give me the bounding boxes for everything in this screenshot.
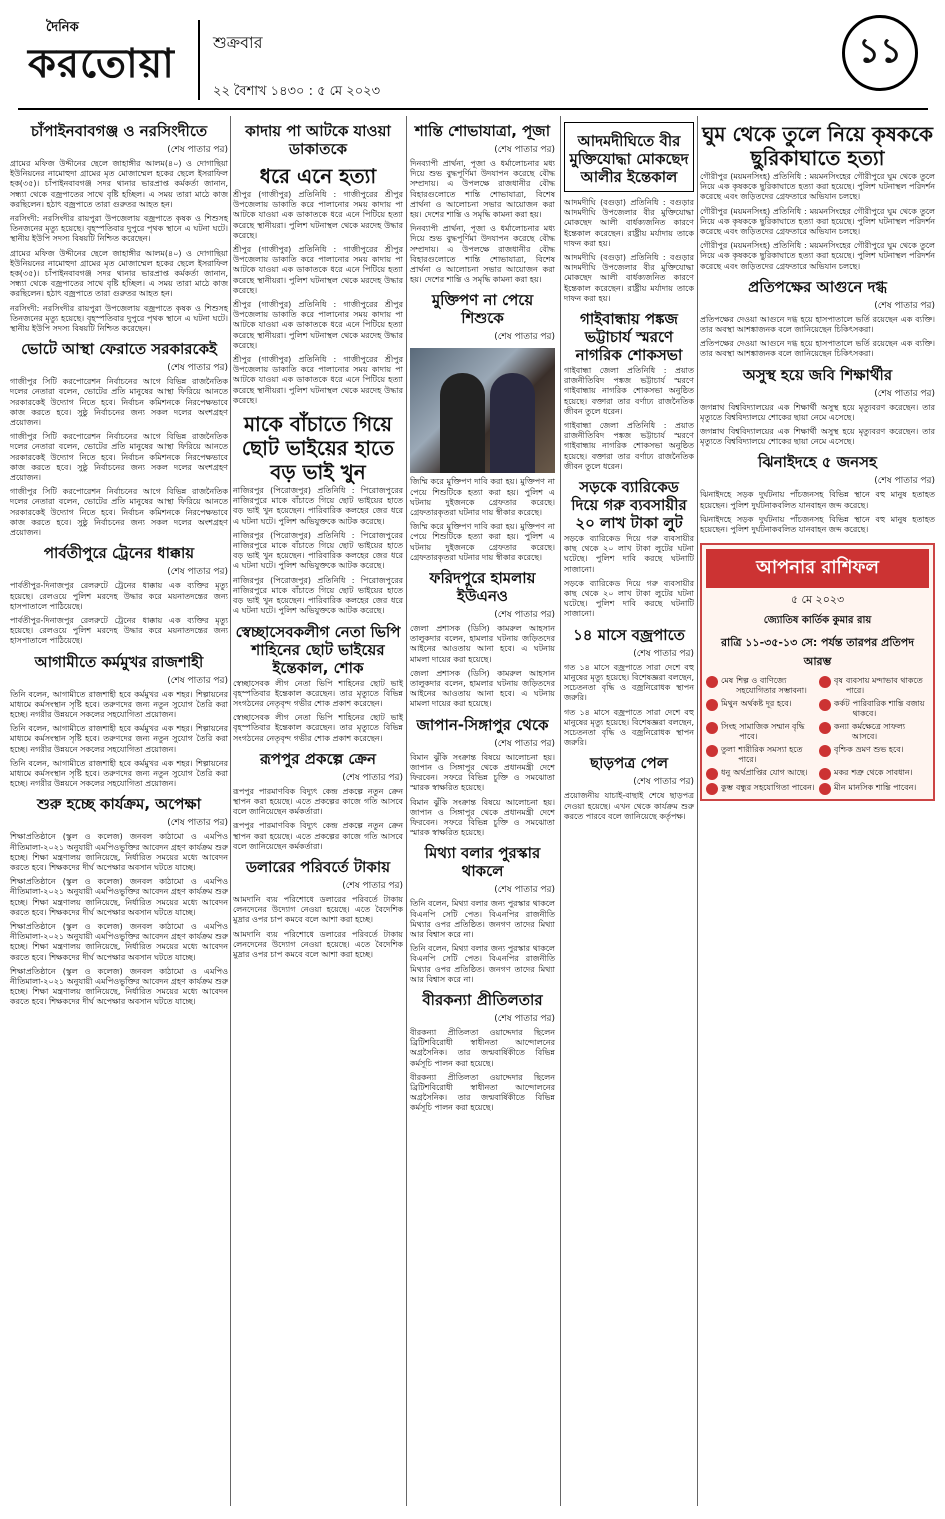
article-body: আমদানি ব্যয় পরিশোধে ডলারের পরিবর্তে টাকায় লেনদেনের উদ্যোগ নেওয়া হয়েছে। এতে বৈদেশিক মুদ্রার ওপর চাপ কমবে বলে আশা করা হচ্ছে। (233, 894, 403, 925)
zodiac-text: পারিবারিক শান্তি বজায় থাকবে। (852, 699, 925, 719)
zodiac-text: শত্রু থেকে সাবধান। (851, 768, 913, 778)
zodiac-sign (706, 768, 816, 780)
column-divider (560, 116, 561, 1506)
article-body: প্রয়োজনীয় যাচাই-বাছাই শেষে ছাড়পত্র দেওয়া হয়েছে। এখন থেকে কার্যক্রম শুরু করতে পারবে বলে জানিয়েছে কর্তৃপক্ষ। (564, 791, 694, 821)
article-body: শিক্ষাপ্রতিষ্ঠানে (স্কুল ও কলেজ) জনবল কাঠামো ও এমপিও নীতিমালা-২০২১ অনুযায়ী এমপিওভুক্তির আবেদন গ্রহণ কার্যক্রম শুরু হচ্ছে। শিক্ষা মন্ত্রণালয় জানিয়েছে, নির্ধারিত সময়ের মধ্যে আবেদন করতে হবে। শিক্ষকদের দীর্ঘ অপেক্ষার অবসান ঘটতে যাচ্ছে। (10, 877, 228, 917)
continued-note: (শেষ পাতার পর) (167, 818, 228, 829)
article-body: সড়কে ব্যারিকেড দিয়ে গরু ব্যবসায়ীর কাছ থেকে ২০ লাখ টাকা লুটের ঘটনা ঘটেছে। পুলিশ দাবি করছে ঘটনাটি সাজানো। (564, 534, 694, 574)
article-body: তিনি বলেন, আগামীতে রাজশাহী হবে কর্মমুখর এক শহর। শিল্পায়নের মাধ্যমে কর্মসংস্থান সৃষ্টি হবে। তরুণদের জন্য নতুন সুযোগ তৈরি করা হচ্ছে। নগরীর উন্নয়নে সকলের সহযোগিতা প্রয়োজন। (10, 724, 228, 754)
article-body: বীরকন্যা প্রীতিলতা ওয়াদ্দেদার ছিলেন ব্রিটিশবিরোধী স্বাধীনতা আন্দোলনের অগ্রসৈনিক। তার জন্মবার্ষিকীতে বিভিন্ন কর্মসূচি পালন করা হয়েছে। (410, 1027, 555, 1068)
zodiac-text: ভ্রমণ শুভ হবে। (855, 745, 904, 755)
article-body: বিমান ঝুঁকি সংক্রান্ত বিষয়ে আলোচনা হয়। জাপান ও সিঙ্গাপুর থেকে প্রধানমন্ত্রী দেশে ফিরবেন। সফরে বিভিন্ন চুক্তি ও সমঝোতা স্মারক স্বাক্ষরিত হয়েছে। (410, 752, 555, 793)
article-body: আমদানি ব্যয় পরিশোধে ডলারের পরিবর্তে টাকায় লেনদেনের উদ্যোগ নেওয়া হয়েছে। এতে বৈদেশিক মুদ্রার ওপর চাপ কমবে বলে আশা করা হচ্ছে। (233, 929, 403, 959)
article-body: শিক্ষাপ্রতিষ্ঠানে (স্কুল ও কলেজ) জনবল কাঠামো ও এমপিও নীতিমালা-২০২১ অনুযায়ী এমপিওভুক্তির আবেদন গ্রহণ কার্যক্রম শুরু হচ্ছে। শিক্ষা মন্ত্রণালয় জানিয়েছে, নির্ধারিত সময়ের মধ্যে আবেদন করতে হবে। শিক্ষকদের দীর্ঘ অপেক্ষার অবসান ঘটতে যাচ্ছে। (10, 966, 228, 1007)
article-body: নরসিংদী: নরসিংদীর রায়পুরা উপজেলায় বজ্রপাতে কৃষক ও শিশুসহ তিনজনের মৃত্যু হয়েছে। বৃহস্পতিবার দুপুরে পৃথক স্থানে এ ঘটনা ঘটে। স্থানীয় ইউপি সদস্য বিষয়টি নিশ্চিত করেছেন। (10, 214, 228, 244)
zodiac-name: বৃষ (834, 676, 843, 686)
zodiac-name: ধনু (721, 768, 731, 778)
news-photo (410, 348, 555, 473)
masthead-small: দৈনিক (46, 20, 79, 35)
zodiac-sign (819, 768, 929, 780)
zodiac-name: মেষ (721, 676, 734, 686)
masthead-day: শুক্রবার (213, 33, 263, 52)
article-headline: স্বেচ্ছাসেবকলীগ নেতা ভিপি শাহিনের ছোট ভাইয়ের ইন্তেকাল, শোক (235, 622, 401, 677)
article-body: গৌরীপুর (ময়মনসিংহ) প্রতিনিধি : ময়মনসিংহের গৌরীপুরে ঘুম থেকে তুলে নিয়ে এক কৃষককে ছুরিকাঘাতে হত্যা করা হয়েছে। পুলিশ ঘটনাস্থল পরিদর্শন করেছে এবং জড়িতদের গ্রেফতারে অভিযান চলছে। (700, 172, 935, 202)
horoscope-author: জ্যোতিষ কার্তিক কুমার রায় (763, 615, 872, 627)
article-headline: আদমদীঘিতে বীর মুক্তিযোদ্ধা মোকছেদ আলীর ইন্তেকাল (569, 132, 689, 186)
zodiac-text: সামাজিক সম্মান বৃদ্ধি পাবে। (739, 722, 805, 742)
zodiac-sign (819, 745, 929, 765)
page-number: ১১ (842, 15, 918, 91)
continued-note: (শেষ পাতার পর) (494, 610, 555, 621)
masthead-date: ২২ বৈশাখ ১৪৩০ : ৫ মে ২০২৩ (213, 84, 381, 99)
article-body: গাজীপুর সিটি করপোরেশন নির্বাচনের আগে বিভিন্ন রাজনৈতিক দলের নেতারা বলেন, ভোটের প্রতি মানুষের আস্থা ফিরিয়ে আনতে সরকারকেই উদ্যোগ নিতে হবে। নির্বাচন কমিশনকে নিরপেক্ষভাবে কাজ করতে হবে। সুষ্ঠু নির্বাচনের জন্য সকল দলের অংশগ্রহণ প্রয়োজন। (10, 487, 228, 538)
article-headline: ডলারের পরিবর্তে টাকায় (245, 857, 391, 876)
article-body: গাইবান্ধা জেলা প্রতিনিধি : প্রয়াত রাজনীতিবিদ পঙ্কজ ভট্টাচার্য স্মরণে গাইবান্ধায় নাগরিক শোকসভা অনুষ্ঠিত হয়েছে। বক্তারা তার বর্ণাঢ্য রাজনৈতিক জীবন তুলে ধরেন। (564, 421, 694, 471)
continued-note: (শেষ পাতার পর) (874, 476, 935, 487)
zodiac-sign (819, 722, 929, 742)
zodiac-name: সিংহ (721, 722, 737, 732)
article-body: বীরকন্যা প্রীতিলতা ওয়াদ্দেদার ছিলেন ব্রিটিশবিরোধী স্বাধীনতা আন্দোলনের অগ্রসৈনিক। তার জন্মবার্ষিকীতে বিভিন্ন কর্মসূচি পালন করা হয়েছে। (410, 1072, 555, 1113)
continued-note: (শেষ পাতার পর) (167, 145, 228, 155)
zodiac-name: মিথুন (721, 699, 738, 709)
article-headline: রূপপুর প্রকল্পে ক্রেন (260, 749, 376, 768)
article-box (564, 122, 694, 192)
zodiac-text: অর্থপ্রাপ্তির যোগ আছে। (733, 768, 808, 778)
column-4 (700, 116, 935, 801)
zodiac-name: বৃশ্চিক (834, 745, 853, 755)
zodiac-text: ব্যবসায় মন্দাভাব থাকতে পারে। (845, 676, 923, 696)
column-1 (10, 116, 228, 1012)
horoscope-box (700, 543, 935, 801)
article-body: জিম্মি করে মুক্তিপণ দাবি করা হয়। মুক্তিপণ না পেয়ে শিশুটিকে হত্যা করা হয়। পুলিশ এ ঘটনায় দুইজনকে গ্রেফতার করেছে। গ্রেফতারকৃতরা ঘটনার দায় স্বীকার করেছে। (410, 477, 555, 518)
continued-note: (শেষ পাতার পর) (167, 675, 228, 686)
article-body: দিনব্যাপী প্রার্থনা, পূজা ও ধর্মালোচনার মধ্য দিয়ে শুভ বুদ্ধপূর্ণিমা উদযাপন করেছে বৌদ্ধ সম্প্রদায়। এ উপলক্ষে রাজধানীর বৌদ্ধ বিহারগুলোতে শান্তি শোভাযাত্রা, বিশেষ প্রার্থনা ও আলোচনা সভার আয়োজন করা হয়। দেশের শান্তি ও সমৃদ্ধি কামনা করা হয়। (410, 224, 555, 285)
continued-note: (শেষ পাতার পর) (633, 777, 694, 788)
article-body: তিনি বলেন, আগামীতে রাজশাহী হবে কর্মমুখর এক শহর। শিল্পায়নের মাধ্যমে কর্মসংস্থান সৃষ্টি হবে। তরুণদের জন্য নতুন সুযোগ তৈরি করা হচ্ছে। নগরীর উন্নয়নে সকলের সহযোগিতা প্রয়োজন। (10, 758, 228, 789)
zodiac-text: শারীরিক সমস্যা হতে পারে। (738, 745, 803, 765)
article-body: প্রতিপক্ষের দেওয়া আগুনে দগ্ধ হয়ে হাসপাতালে ভর্তি রয়েছেন এক ব্যক্তি। তার অবস্থা আশঙ্কাজনক বলে জানিয়েছেন চিকিৎসকরা। (700, 339, 935, 359)
article-body: পার্বতীপুর-দিনাজপুর রেলরুটে ট্রেনের ধাক্কায় এক ব্যক্তির মৃত্যু হয়েছে। রেলওয়ে পুলিশ মরদেহ উদ্ধার করে ময়নাতদন্তের জন্য হাসপাতালে পাঠিয়েছে। (10, 615, 228, 646)
article-body: শ্রীপুর (গাজীপুর) প্রতিনিধি : গাজীপুরের শ্রীপুর উপজেলায় ডাকাতি করে পালানোর সময় কাদায় পা আটকে যাওয়া এক ডাকাতকে ধরে এনে পিটিয়ে হত্যা করেছে স্থানীয়রা। পুলিশ ঘটনাস্থল থেকে মরদেহ উদ্ধার করেছে। (233, 245, 403, 295)
article-body: নাজিরপুর (পিরোজপুর) প্রতিনিধি : পিরোজপুরের নাজিরপুরে মাকে বাঁচাতে গিয়ে ছোট ভাইয়ের হাতে বড় ভাই খুন হয়েছেন। পারিবারিক কলহের জের ধরে এ ঘটনা ঘটে। পুলিশ অভিযুক্তকে আটক করেছে। (233, 575, 403, 616)
article-body: তিনি বলেন, আগামীতে রাজশাহী হবে কর্মমুখর এক শহর। শিল্পায়নের মাধ্যমে কর্মসংস্থান সৃষ্টি হবে। তরুণদের জন্য নতুন সুযোগ তৈরি করা হচ্ছে। নগরীর উন্নয়নে সকলের সহযোগিতা প্রয়োজন। (10, 689, 228, 719)
article-body: শিক্ষাপ্রতিষ্ঠানে (স্কুল ও কলেজ) জনবল কাঠামো ও এমপিও নীতিমালা-২০২১ অনুযায়ী এমপিওভুক্তির আবেদন গ্রহণ কার্যক্রম শুরু হচ্ছে। শিক্ষা মন্ত্রণালয় জানিয়েছে, নির্ধারিত সময়ের মধ্যে আবেদন করতে হবে। শিক্ষকদের দীর্ঘ অপেক্ষার অবসান ঘটতে যাচ্ছে। (10, 832, 228, 872)
continued-note: (শেষ পাতার পর) (494, 738, 555, 749)
horoscope-grid (706, 676, 929, 795)
column-2 (233, 116, 403, 964)
article-body: স্বেচ্ছাসেবক লীগ নেতা ভিপি শাহিনের ছোট ভাই বৃহস্পতিবার ইন্তেকাল করেছেন। তার মৃত্যুতে বিভিন্ন সংগঠনের নেতৃবৃন্দ গভীর শোক প্রকাশ করেছেন। (233, 713, 403, 743)
article-body: গ্রামের মফিজ উদ্দীনের ছেলে জাহাঙ্গীর আলম(৪০) ও দোগাছিয়া ইউনিয়নের নামোহুদা গ্রামের মৃত মোজাম্মেল হকের ছেলে ইসরাফিল হক(৩৫)। চাঁপাইনবাবগঞ্জ সদর থানার ভারপ্রাপ্ত কর্মকর্তা জানান, সন্ধ্যা থেকে বজ্রপাতের সাথে বৃষ্টি হচ্ছিল। এ সময় তারা মাঠে কাজ করছিলেন। হঠাৎ বজ্রপাতে তারা গুরুতর আহত হন। (10, 159, 228, 209)
continued-note: (শেষ পাতার পর) (342, 772, 403, 783)
article-body: রূপপুর পারমাণবিক বিদ্যুৎ কেন্দ্র প্রকল্পে নতুন ক্রেন স্থাপন করা হয়েছে। এতে প্রকল্পের কাজে গতি আসবে বলে জানিয়েছেন কর্মকর্তারা। (233, 786, 403, 817)
continued-note: (শেষ পাতার পর) (874, 300, 935, 311)
zodiac-icon (819, 676, 831, 688)
zodiac-icon (819, 722, 831, 734)
zodiac-sign (706, 783, 816, 795)
zodiac-sign (819, 676, 929, 696)
zodiac-icon (706, 768, 718, 780)
article-body: সড়কে ব্যারিকেড দিয়ে গরু ব্যবসায়ীর কাছ থেকে ২০ লাখ টাকা লুটের ঘটনা ঘটেছে। পুলিশ দাবি করছে ঘটনাটি সাজানো। (564, 578, 694, 619)
article-body: নাজিরপুর (পিরোজপুর) প্রতিনিধি : পিরোজপুরের নাজিরপুরে মাকে বাঁচাতে গিয়ে ছোট ভাইয়ের হাতে বড় ভাই খুন হয়েছেন। পারিবারিক কলহের জের ধরে এ ঘটনা ঘটে। পুলিশ অভিযুক্তকে আটক করেছে। (233, 486, 403, 526)
article-headline: ধরে এনে হত্যা (259, 164, 377, 188)
article-body: আদমদীঘি (বগুড়া) প্রতিনিধি : বগুড়ার আদমদীঘি উপজেলার বীর মুক্তিযোদ্ধা মোকছেদ আলী বার্ধক্যজনিত কারণে ইন্তেকাল করেছেন। রাষ্ট্রীয় মর্যাদায় তাকে দাফন করা হয়। (564, 253, 694, 303)
article-headline: অসুস্থ হয়ে জবি শিক্ষার্থীর (742, 365, 893, 384)
zodiac-icon (706, 676, 718, 688)
zodiac-name: মীন (834, 783, 846, 793)
article-body: গৌরীপুর (ময়মনসিংহ) প্রতিনিধি : ময়মনসিংহের গৌরীপুরে ঘুম থেকে তুলে নিয়ে এক কৃষককে ছুরিকাঘাতে হত্যা করা হয়েছে। পুলিশ ঘটনাস্থল পরিদর্শন করেছে এবং জড়িতদের গ্রেফতারে অভিযান চলছে। (700, 241, 935, 271)
article-body: জেলা প্রশাসক (ডিসি) কামরুল আহসান তালুকদার বলেন, হামলার ঘটনায় জড়িতদের আইনের আওতায় আনা হবে। এ ঘটনায় মামলা দায়ের করা হয়েছে। (410, 624, 555, 664)
zodiac-sign (706, 722, 816, 742)
article-headline: মাকে বাঁচাতে গিয়ে ছোট ভাইয়ের হাতে বড় ভাই খুন (241, 412, 395, 485)
zodiac-sign (706, 745, 816, 765)
article-body: আদমদীঘি (বগুড়া) প্রতিনিধি : বগুড়ার আদমদীঘি উপজেলার বীর মুক্তিযোদ্ধা মোকছেদ আলী বার্ধক্যজনিত কারণে ইন্তেকাল করেছেন। রাষ্ট্রীয় মর্যাদায় তাকে দাফন করা হয়। (564, 198, 694, 248)
person-figure (440, 373, 485, 473)
article-body: রূপপুর পারমাণবিক বিদ্যুৎ কেন্দ্র প্রকল্পে নতুন ক্রেন স্থাপন করা হয়েছে। এতে প্রকল্পের কাজে গতি আসবে বলে জানিয়েছেন কর্মকর্তারা। (233, 821, 403, 851)
article-body: গত ১৪ মাসে বজ্রপাতে সারা দেশে বহু মানুষের মৃত্যু হয়েছে। বিশেষজ্ঞরা বলছেন, সচেতনতা বৃদ্ধি ও বজ্রনিরোধক স্থাপন জরুরি। (564, 707, 694, 748)
column-divider (230, 116, 231, 1506)
zodiac-icon (706, 783, 718, 795)
article-body: ঝিনাইদহে সড়ক দুর্ঘটনায় পাঁচজনসহ বিভিন্ন স্থানে বহু মানুষ হতাহত হয়েছেন। পুলিশ দুর্ঘটনাকবলিত যানবাহন জব্দ করেছে। (700, 514, 935, 535)
continued-note: (শেষ পাতার পর) (167, 363, 228, 374)
masthead (18, 10, 928, 110)
article-headline: পার্বতীপুরে ট্রেনের ধাক্কায় (43, 544, 195, 563)
article-headline: জাপান-সিঙ্গাপুর থেকে (416, 715, 549, 734)
zodiac-icon (819, 699, 831, 711)
zodiac-icon (706, 722, 718, 734)
article-body: গাজীপুর সিটি করপোরেশন নির্বাচনের আগে বিভিন্ন রাজনৈতিক দলের নেতারা বলেন, ভোটের প্রতি মানুষের আস্থা ফিরিয়ে আনতে সরকারকেই উদ্যোগ নিতে হবে। নির্বাচন কমিশনকে নিরপেক্ষভাবে কাজ করতে হবে। সুষ্ঠু নির্বাচনের জন্য সকল দলের অংশগ্রহণ প্রয়োজন। (10, 377, 228, 428)
zodiac-name: মকর (834, 768, 849, 778)
zodiac-sign (819, 783, 929, 795)
article-body: তিনি বলেন, মিথ্যা বলার জন্য পুরস্কার থাকলে বিএনপি সেটি পেত। বিএনপির রাজনীতি মিথ্যার ওপর প্রতিষ্ঠিত। জনগণ তাদের মিথ্যা আর বিশ্বাস করে না। (410, 899, 555, 939)
article-body: প্রতিপক্ষের দেওয়া আগুনে দগ্ধ হয়ে হাসপাতালে ভর্তি রয়েছেন এক ব্যক্তি। তার অবস্থা আশঙ্কাজনক বলে জানিয়েছেন চিকিৎসকরা। (700, 314, 935, 335)
continued-note: (শেষ পাতার পর) (633, 648, 694, 659)
zodiac-icon (819, 783, 831, 795)
article-headline: ঝিনাইদহে ৫ জনসহ (758, 453, 877, 472)
zodiac-text: বন্ধুর সহযোগিতা পাবেন। (735, 783, 815, 793)
continued-note: (শেষ পাতার পর) (494, 1013, 555, 1024)
zodiac-text: মানসিক শান্তি পাবেন। (848, 783, 917, 793)
article-headline: মিথ্যা বলার পুরস্কার থাকলে (424, 844, 541, 881)
article-body: স্বেচ্ছাসেবক লীগ নেতা ভিপি শাহিনের ছোট ভাই বৃহস্পতিবার ইন্তেকাল করেছেন। তার মৃত্যুতে বিভিন্ন সংগঠনের নেতৃবৃন্দ গভীর শোক প্রকাশ করেছেন। (233, 678, 403, 708)
column-divider (697, 116, 698, 1506)
article-headline: প্রতিপক্ষের আগুনে দগ্ধ (748, 277, 887, 296)
article-headline: ছাড়পত্র পেল (589, 754, 669, 773)
article-headline: গাইবান্ধায় পঙ্কজ ভট্টাচার্য স্মরণে নাগরিক শোকসভা (575, 310, 683, 365)
horoscope-tithi: রাত্রি ১১-৩৫-১৩ সে: পর্যন্ত তারপর প্রতিপদ আরম্ভ (721, 636, 914, 669)
article-headline: ১৪ মাসে বজ্রপাতে (573, 625, 685, 644)
article-headline: ভোটে আস্থা ফেরাতে সরকারকেই (21, 340, 217, 359)
article-body: বিমান ঝুঁকি সংক্রান্ত বিষয়ে আলোচনা হয়। জাপান ও সিঙ্গাপুর থেকে প্রধানমন্ত্রী দেশে ফিরবেন। সফরে বিভিন্ন চুক্তি ও সমঝোতা স্মারক স্বাক্ষরিত হয়েছে। (410, 797, 555, 838)
article-body: জিম্মি করে মুক্তিপণ দাবি করা হয়। মুক্তিপণ না পেয়ে শিশুটিকে হত্যা করা হয়। পুলিশ এ ঘটনায় দুইজনকে গ্রেফতার করেছে। গ্রেফতারকৃতরা ঘটনার দায় স্বীকার করেছে। (410, 522, 555, 562)
zodiac-text: অর্থকষ্ট দূর হবে। (740, 699, 792, 709)
continued-note: (শেষ পাতার পর) (874, 388, 935, 399)
article-body: নাজিরপুর (পিরোজপুর) প্রতিনিধি : পিরোজপুরের নাজিরপুরে মাকে বাঁচাতে গিয়ে ছোট ভাইয়ের হাতে বড় ভাই খুন হয়েছেন। পারিবারিক কলহের জের ধরে এ ঘটনা ঘটে। পুলিশ অভিযুক্তকে আটক করেছে। (233, 530, 403, 571)
column-3 (410, 116, 555, 1118)
zodiac-name: কর্কট (834, 699, 850, 709)
article-body: জেলা প্রশাসক (ডিসি) কামরুল আহসান তালুকদার বলেন, হামলার ঘটনায় জড়িতদের আইনের আওতায় আনা হবে। এ ঘটনায় মামলা দায়ের করা হয়েছে। (410, 668, 555, 709)
column-3b (564, 116, 694, 826)
zodiac-name: কন্যা (834, 722, 850, 732)
article-body: তিনি বলেন, মিথ্যা বলার জন্য পুরস্কার থাকলে বিএনপি সেটি পেত। বিএনপির রাজনীতি মিথ্যার ওপর প্রতিষ্ঠিত। জনগণ তাদের মিথ্যা আর বিশ্বাস করে না। (410, 944, 555, 984)
article-body: জগন্নাথ বিশ্ববিদ্যালয়ের এক শিক্ষার্থী অসুস্থ হয়ে মৃত্যুবরণ করেছেন। তার মৃত্যুতে বিশ্ববিদ্যালয়ে শোকের ছায়া নেমে এসেছে। (700, 402, 935, 422)
article-body: নরসিংদী: নরসিংদীর রায়পুরা উপজেলায় বজ্রপাতে কৃষক ও শিশুসহ তিনজনের মৃত্যু হয়েছে। বৃহস্পতিবার দুপুরে পৃথক স্থানে এ ঘটনা ঘটে। স্থানীয় ইউপি সদস্য বিষয়টি নিশ্চিত করেছেন। (10, 303, 228, 334)
article-headline: চাঁপাইনবাবগঞ্জ ও নরসিংদীতে (30, 122, 208, 140)
horoscope-date: ৫ মে ২০২৩ (790, 593, 845, 607)
continued-note: (শেষ পাতার পর) (342, 880, 403, 891)
article-body: দিনব্যাপী প্রার্থনা, পূজা ও ধর্মালোচনার মধ্য দিয়ে শুভ বুদ্ধপূর্ণিমা উদযাপন করেছে বৌদ্ধ সম্প্রদায়। এ উপলক্ষে রাজধানীর বৌদ্ধ বিহারগুলোতে শান্তি শোভাযাত্রা, বিশেষ প্রার্থনা ও আলোচনা সভার আয়োজন করা হয়। দেশের শান্তি ও সমৃদ্ধি কামনা করা হয়। (410, 159, 555, 220)
continued-note: (শেষ পাতার পর) (494, 145, 555, 155)
zodiac-name: কুম্ভ (721, 783, 733, 793)
continued-note: (শেষ পাতার পর) (167, 567, 228, 578)
article-body: পার্বতীপুর-দিনাজপুর রেলরুটে ট্রেনের ধাক্কায় এক ব্যক্তির মৃত্যু হয়েছে। রেলওয়ে পুলিশ মরদেহ উদ্ধার করে ময়নাতদন্তের জন্য হাসপাতালে পাঠিয়েছে। (10, 581, 228, 611)
zodiac-icon (706, 699, 718, 711)
article-headline: ঘুম থেকে তুলে নিয়ে কৃষককে ছুরিকাঘাতে হত্যা (702, 122, 933, 170)
article-body: গ্রামের মফিজ উদ্দীনের ছেলে জাহাঙ্গীর আলম(৪০) ও দোগাছিয়া ইউনিয়নের নামোহুদা গ্রামের মৃত মোজাম্মেল হকের ছেলে ইসরাফিল হক(৩৫)। চাঁপাইনবাবগঞ্জ সদর থানার ভারপ্রাপ্ত কর্মকর্তা জানান, সন্ধ্যা থেকে বজ্রপাতের সাথে বৃষ্টি হচ্ছিল। এ সময় তারা মাঠে কাজ করছিলেন। হঠাৎ বজ্রপাতে তারা গুরুতর আহত হন। (10, 248, 228, 299)
article-headline: ফরিদপুরে হামলায় ইউএনও (429, 569, 536, 606)
article-body: শ্রীপুর (গাজীপুর) প্রতিনিধি : গাজীপুরের শ্রীপুর উপজেলায় ডাকাতি করে পালানোর সময় কাদায় পা আটকে যাওয়া এক ডাকাতকে ধরে এনে পিটিয়ে হত্যা করেছে স্থানীয়রা। পুলিশ ঘটনাস্থল থেকে মরদেহ উদ্ধার করেছে। (233, 190, 403, 240)
newspaper-logo: করতোয়া (28, 40, 175, 87)
article-body: গৌরীপুর (ময়মনসিংহ) প্রতিনিধি : ময়মনসিংহের গৌরীপুরে ঘুম থেকে তুলে নিয়ে এক কৃষককে ছুরিকাঘাতে হত্যা করা হয়েছে। পুলিশ ঘটনাস্থল পরিদর্শন করেছে এবং জড়িতদের গ্রেফতারে অভিযান চলছে। (700, 206, 935, 237)
horoscope-title: আপনার রাশিফল (706, 549, 929, 588)
zodiac-name: তুলা (721, 745, 736, 755)
article-body: গাইবান্ধা জেলা প্রতিনিধি : প্রয়াত রাজনীতিবিদ পঙ্কজ ভট্টাচার্য স্মরণে গাইবান্ধায় নাগরিক শোকসভা অনুষ্ঠিত হয়েছে। বক্তারা তার বর্ণাঢ্য রাজনৈতিক জীবন তুলে ধরেন। (564, 366, 694, 416)
article-body: শিক্ষাপ্রতিষ্ঠানে (স্কুল ও কলেজ) জনবল কাঠামো ও এমপিও নীতিমালা-২০২১ অনুযায়ী এমপিওভুক্তির আবেদন গ্রহণ কার্যক্রম শুরু হচ্ছে। শিক্ষা মন্ত্রণালয় জানিয়েছে, নির্ধারিত সময়ের মধ্যে আবেদন করতে হবে। শিক্ষকদের দীর্ঘ অপেক্ষার অবসান ঘটতে যাচ্ছে। (10, 921, 228, 962)
zodiac-sign (819, 699, 929, 719)
person-figure (490, 373, 535, 473)
column-divider (406, 116, 407, 1506)
article-headline: কাদায় পা আটকে যাওয়া ডাকাতকে (245, 122, 391, 158)
article-headline: বীরকন্যা প্রীতিলতার (422, 990, 543, 1009)
article-headline: শান্তি শোভাযাত্রা, পূজা (414, 122, 551, 140)
article-headline: সড়কে ব্যারিকেড দিয়ে গরু ব্যবসায়ীর ২০ লাখ টাকা লুট (571, 478, 687, 533)
article-body: ঝিনাইদহে সড়ক দুর্ঘটনায় পাঁচজনসহ বিভিন্ন স্থানে বহু মানুষ হতাহত হয়েছেন। পুলিশ দুর্ঘটনাকবলিত যানবাহন জব্দ করেছে। (700, 490, 935, 510)
zodiac-icon (819, 745, 831, 757)
article-body: শ্রীপুর (গাজীপুর) প্রতিনিধি : গাজীপুরের শ্রীপুর উপজেলায় ডাকাতি করে পালানোর সময় কাদায় পা আটকে যাওয়া এক ডাকাতকে ধরে এনে পিটিয়ে হত্যা করেছে স্থানীয়রা। পুলিশ ঘটনাস্থল থেকে মরদেহ উদ্ধার করেছে। (233, 300, 403, 350)
zodiac-text: কর্মক্ষেত্রে সাফল্য আসবে। (852, 722, 906, 742)
zodiac-icon (819, 768, 831, 780)
article-body: গাজীপুর সিটি করপোরেশন নির্বাচনের আগে বিভিন্ন রাজনৈতিক দলের নেতারা বলেন, ভোটের প্রতি মানুষের আস্থা ফিরিয়ে আনতে সরকারকেই উদ্যোগ নিতে হবে। নির্বাচন কমিশনকে নিরপেক্ষভাবে কাজ করতে হবে। সুষ্ঠু নির্বাচনের জন্য সকল দলের অংশগ্রহণ প্রয়োজন। (10, 432, 228, 483)
article-headline: আগামীতে কর্মমুখর রাজশাহী (34, 652, 204, 671)
article-body: জগন্নাথ বিশ্ববিদ্যালয়ের এক শিক্ষার্থী অসুস্থ হয়ে মৃত্যুবরণ করেছেন। তার মৃত্যুতে বিশ্ববিদ্যালয়ে শোকের ছায়া নেমে এসেছে। (700, 427, 935, 447)
continued-note: (শেষ পাতার পর) (494, 885, 555, 896)
continued-note: (শেষ পাতার পর) (494, 332, 555, 343)
article-body: গত ১৪ মাসে বজ্রপাতে সারা দেশে বহু মানুষের মৃত্যু হয়েছে। বিশেষজ্ঞরা বলছেন, সচেতনতা বৃদ্ধি ও বজ্রনিরোধক স্থাপন জরুরি। (564, 662, 694, 703)
article-headline: মুক্তিপণ না পেয়ে শিশুকে (431, 291, 534, 328)
article-headline: শুরু হচ্ছে কার্যক্রম, অপেক্ষা (37, 795, 201, 814)
zodiac-text: শিল্প ও বাণিজ্যে সহযোগিতার সম্ভাবনা। (736, 676, 807, 696)
article-body: শ্রীপুর (গাজীপুর) প্রতিনিধি : গাজীপুরের শ্রীপুর উপজেলায় ডাকাতি করে পালানোর সময় কাদায় পা আটকে যাওয়া এক ডাকাতকে ধরে এনে পিটিয়ে হত্যা করেছে স্থানীয়রা। পুলিশ ঘটনাস্থল থেকে মরদেহ উদ্ধার করেছে। (233, 355, 403, 405)
zodiac-sign (706, 699, 816, 719)
zodiac-icon (706, 745, 718, 757)
masthead-divider (198, 20, 200, 100)
zodiac-sign (706, 676, 816, 696)
